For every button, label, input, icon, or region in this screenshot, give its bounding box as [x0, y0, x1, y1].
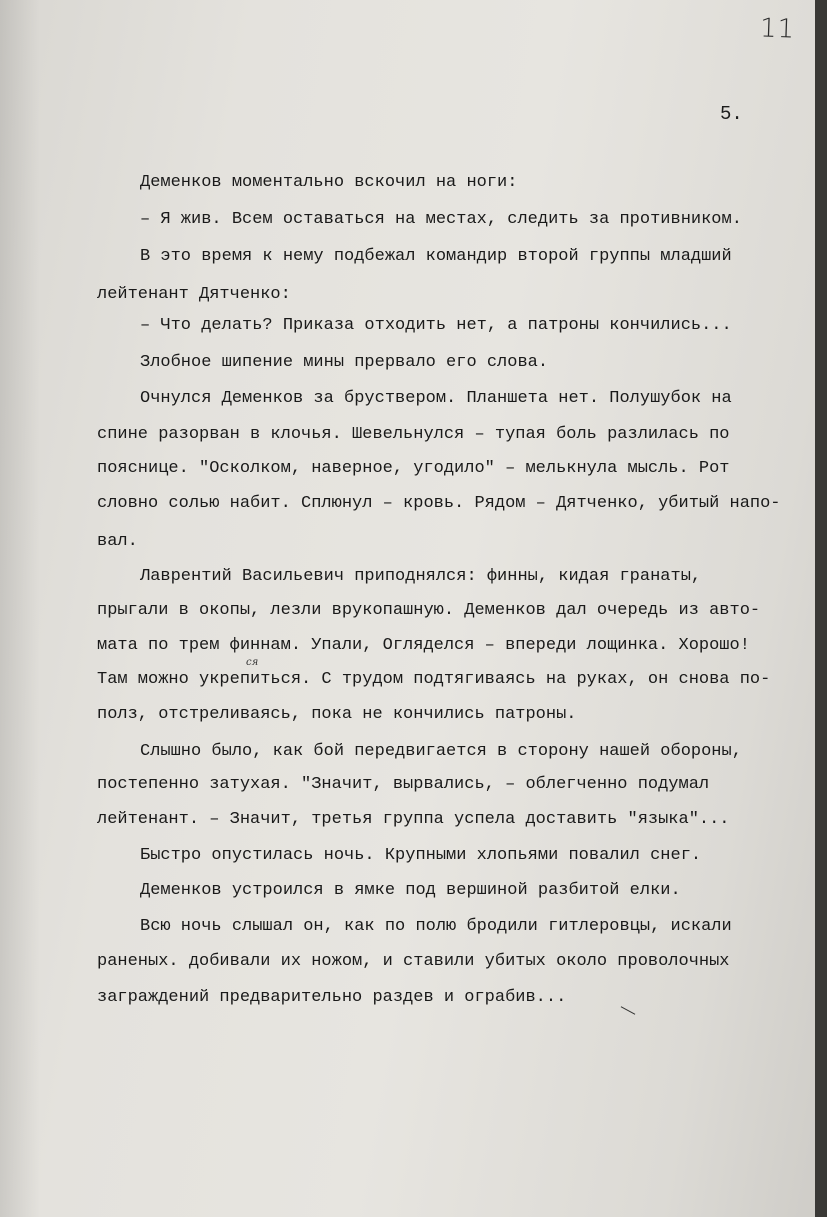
text-line: Лаврентий Васильевич приподнялся: финны, кидая гранаты, [140, 567, 702, 586]
text-line: – Я жив. Всем оставаться на местах, следить за противником. [140, 210, 742, 229]
text-line: Всю ночь слышал он, как по полю бродили гитлеровцы, искали [140, 917, 732, 936]
text-line: постепенно затухая. "Значит, вырвались, – облегченно подумал [97, 775, 710, 794]
text-line: лейтенант Дятченко: [97, 285, 291, 304]
text-line: лейтенант. – Значит, третья группа успела доставить "языка"... [97, 810, 730, 829]
text-line: Деменков устроился в ямке под вершиной разбитой елки. [140, 881, 681, 900]
text-line: Очнулся Деменков за бруствером. Планшета нет. Полушубок на [140, 389, 732, 408]
text-line: Злобное шипение мины прервало его слова. [140, 353, 549, 372]
text-line: спине разорван в клочья. Шевельнулся – тупая боль разлилась по [97, 425, 730, 444]
text-line: пояснице. "Осколком, наверное, угодило" – мелькнула мысль. Рот [97, 459, 730, 478]
text-line: Деменков моментально вскочил на ноги: [140, 173, 518, 192]
text-line: словно солью набит. Сплюнул – кровь. Рядом – Дятченко, убитый напо- [97, 494, 781, 513]
pencil-mark [621, 1006, 636, 1014]
text-line: – Что делать? Приказа отходить нет, а патроны кончились... [140, 316, 732, 335]
text-line: Быстро опустилась ночь. Крупными хлопьями повалил снег. [140, 846, 702, 865]
text-line: полз, отстреливаясь, пока не кончились патроны. [97, 705, 577, 724]
text-line: заграждений предварительно раздев и ограбив... [97, 988, 567, 1007]
page-shadow [0, 0, 40, 1217]
text-line: Там можно укрепиться. С трудом подтягиваясь на руках, он снова по- [97, 670, 771, 689]
handwritten-folio-number: 11 [759, 13, 796, 45]
text-line: мата по трем финнам. Упали, Огляделся – впереди лощинка. Хорошо! [97, 636, 750, 655]
text-line: раненых. добивали их ножом, и ставили убитых около проволочных [97, 952, 730, 971]
text-line: В это время к нему подбежал командир второй группы младший [140, 247, 732, 266]
text-line: Слышно было, как бой передвигается в сторону нашей обороны, [140, 742, 742, 761]
text-line: вал. [97, 532, 138, 551]
page-number: 5. [720, 103, 743, 125]
handwritten-insertion: ся [246, 657, 259, 668]
text-line: прыгали в окопы, лезли врукопашную. Деменков дал очередь из авто- [97, 601, 761, 620]
